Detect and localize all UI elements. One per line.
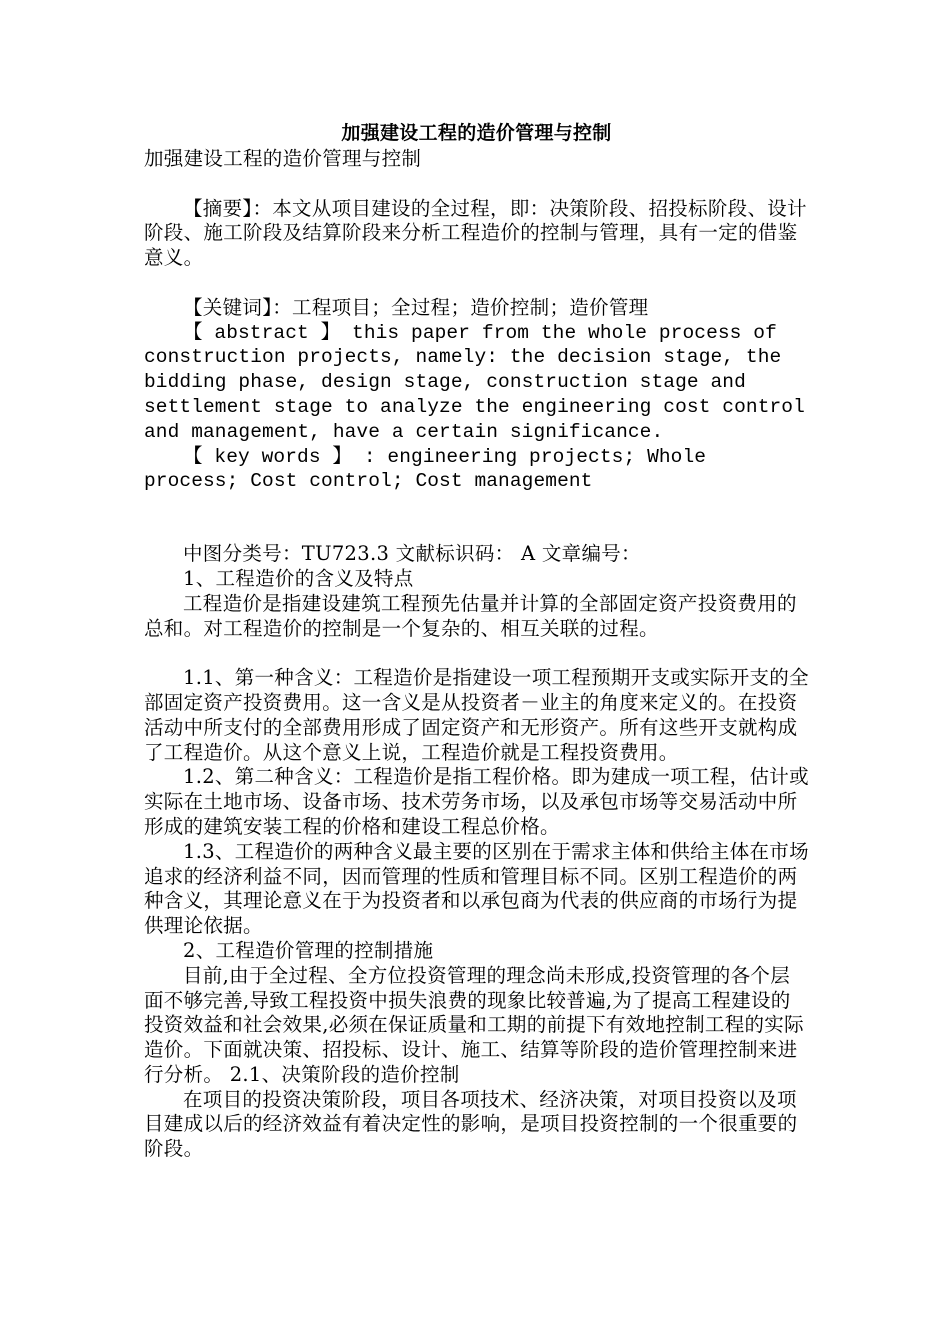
abstract-cn: 【摘要】：本文从项目建设的全过程，即：决策阶段、招投标阶段、设计阶段、施工阶段及结算阶段来分析工程造价的控制与管理，具有一定的借鉴意义。 [144, 196, 807, 270]
paragraph-1-2: 1.2、第二种含义：工程造价是指工程价格。即为建成一项工程，估计或实际在土地市场、设备市场、技术劳务市场，以及承包市场等交易活动中所形成的建筑安装工程的价格和建设工程总价格。 [144, 765, 809, 838]
document-body [144, 120, 809, 1162]
abstract-en: 【 abstract 】 this paper from the whole process of construction projects, namely: the decision stage, the bidding phase, design stage, construction stage and settlement stage to analyze the engineering cost control and management, have a certain significance. [144, 321, 805, 443]
document-title: 加强建设工程的造价管理与控制 [341, 122, 612, 144]
paragraph-1-1: 1.1、第一种含义：工程造价是指建设一项工程预期开支或实际开支的全部固定资产投资费用。这一含义是从投资者－业主的角度来定义的。在投资活动中所支付的全部费用形成了固定资产和无形资产。所有这些开支就构成了工程造价。从这个意义上说，工程造价就是工程投资费用。 [144, 666, 809, 764]
paragraph-1-3: 1.3、工程造价的两种含义最主要的区别在于需求主体和供给主体在市场追求的经济利益不同，因而管理的性质和管理目标不同。区别工程造价的两种含义，其理论意义在于为投资者和以承包商为代表的供应商的市场行为提供理论依据。 [144, 839, 809, 938]
spacer [144, 172, 809, 197]
section-2-heading: 2、工程造价管理的控制措施 [183, 938, 434, 962]
section-1-intro: 工程造价是指建设建筑工程预先估量并计算的全部固定资产投资费用的总和。对工程造价的控制是一个复杂的、相互关联的过程。 [144, 591, 797, 640]
spacer [144, 641, 809, 666]
section-2-intro: 目前,由于全过程、全方位投资管理的理念尚未形成,投资管理的各个层面不够完善,导致工程投资中损失浪费的现象比较普遍,为了提高工程建设的投资效益和社会效果,必须在保证质量和工期的前提下有效地控制工程的实际造价。下面就决策、招投标、设计、施工、结算等阶段的造价管理控制来进行分析。 2.1、决策阶段的造价控制 [144, 963, 804, 1086]
paragraph-2-1: 在项目的投资决策阶段，项目各项技术、经济决策，对项目投资以及项目建成以后的经济效益有着决定性的影响，是项目投资控制的一个很重要的阶段。 [144, 1087, 798, 1161]
keywords-cn: 【关键词】：工程项目；全过程；造价控制；造价管理 [183, 295, 649, 319]
classification-line: 中图分类号：TU723.3 文献标识码： A 文章编号： [183, 542, 641, 566]
section-1-heading: 1、工程造价的含义及特点 [183, 566, 414, 590]
document-subtitle: 加强建设工程的造价管理与控制 [144, 147, 422, 170]
keywords-en: 【 key words 】 : engineering projects; Whole process; Cost control; Cost management [144, 445, 707, 493]
spacer [144, 271, 809, 296]
spacer [144, 494, 809, 542]
